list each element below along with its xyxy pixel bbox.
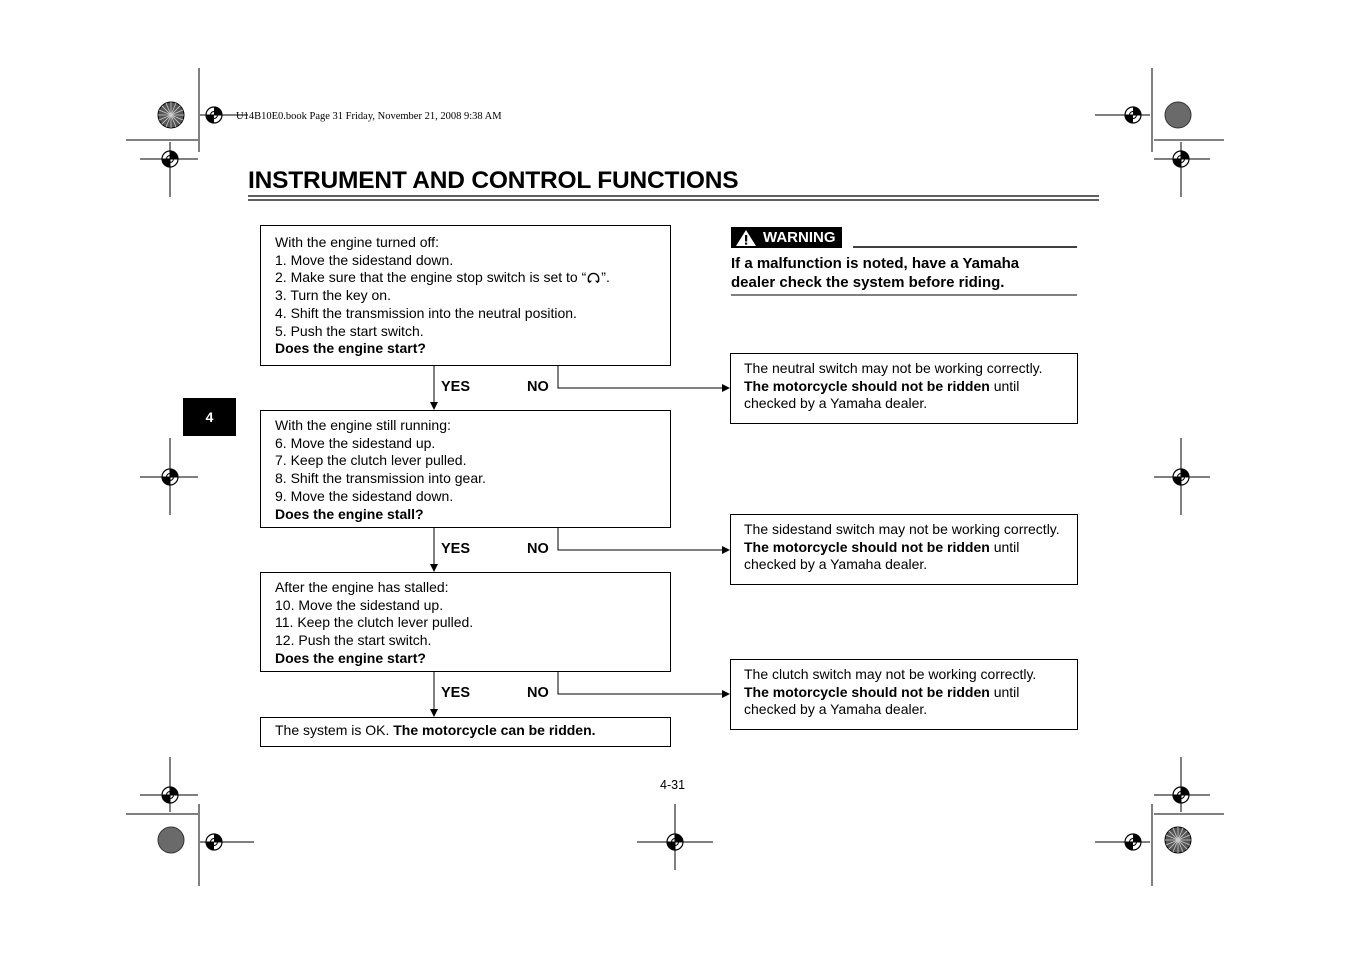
result-bold: The motorcycle should not be ridden: [744, 377, 990, 394]
result-line: checked by a Yamaha dealer.: [744, 701, 928, 718]
final-text: The system is OK.: [275, 722, 394, 738]
page-title: INSTRUMENT AND CONTROL FUNCTIONS: [248, 167, 739, 194]
step-question: Does the engine stall?: [275, 505, 424, 522]
warning-triangle-icon: [735, 229, 757, 247]
step-line: With the engine still running:: [275, 417, 451, 433]
step-line: 4. Shift the transmission into the neutral position.: [275, 304, 577, 321]
engine-run-icon: [586, 270, 601, 284]
no-label: NO: [527, 541, 549, 557]
result-clutch-switch: The clutch switch may not be working correctly. The motorcycle should not be ridden until checked by a Yamaha dealer.: [730, 659, 1078, 730]
result-bold: The motorcycle should not be ridden: [744, 683, 990, 700]
warning-line-1: If a malfunction is noted, have a Yamaha: [731, 255, 1020, 272]
step-line: 1. Move the sidestand down.: [275, 251, 454, 268]
result-neutral-switch: The neutral switch may not be working correctly. The motorcycle should not be ridden until checked by a Yamaha dealer.: [730, 353, 1078, 424]
no-label: NO: [527, 379, 549, 395]
step-line: 11. Keep the clutch lever pulled.: [275, 614, 474, 631]
flow-final: [260, 717, 671, 747]
no-label: NO: [527, 685, 549, 701]
final-bold: The motorcycle can be ridden.: [393, 722, 596, 738]
step-question: Does the engine start?: [275, 649, 426, 666]
flow-step-3: [260, 572, 671, 672]
step-line: With the engine turned off:: [275, 234, 439, 250]
step-line: 3. Turn the key on.: [275, 287, 391, 304]
result-line: checked by a Yamaha dealer.: [744, 395, 928, 412]
yes-label: YES: [441, 541, 471, 557]
result-line: The neutral switch may not be working correctly.: [744, 360, 1043, 376]
step-line: 7. Keep the clutch lever pulled.: [275, 452, 467, 469]
result-line: The sidestand switch may not be working correctly.: [744, 521, 1060, 537]
yes-label: YES: [441, 685, 471, 701]
step-line: 5. Push the start switch.: [275, 322, 424, 339]
book-info-line: U14B10E0.book Page 31 Friday, November 21, 2008 9:38 AM: [236, 111, 502, 122]
result-bold: The motorcycle should not be ridden: [744, 538, 990, 555]
page-number: 4-31: [660, 778, 686, 792]
step-line: 9. Move the sidestand down.: [275, 487, 454, 504]
yes-label: YES: [441, 379, 471, 395]
flow-step-2: [260, 410, 671, 528]
step-line: 6. Move the sidestand up.: [275, 434, 436, 451]
warning-badge: [731, 227, 842, 248]
result-line: checked by a Yamaha dealer.: [744, 556, 928, 573]
step-line: 12. Push the start switch.: [275, 632, 432, 649]
step-line: 10. Move the sidestand up.: [275, 596, 444, 613]
step-line: After the engine has stalled:: [275, 579, 449, 595]
warning-text: [731, 254, 1076, 292]
step-line-stop-switch: 2. Make sure that the engine stop switch is set to “ ”.: [275, 269, 610, 286]
step-line: 8. Shift the transmission into gear.: [275, 470, 486, 487]
result-line: The clutch switch may not be working correctly.: [744, 666, 1037, 682]
step-question: Does the engine start?: [275, 340, 426, 357]
flow-step-1: [260, 225, 671, 366]
result-sidestand-switch: The sidestand switch may not be working correctly. The motorcycle should not be ridden until checked by a Yamaha dealer.: [730, 514, 1078, 585]
chapter-tab: 4: [183, 398, 236, 436]
warning-label: WARNING: [763, 229, 836, 246]
warning-line-2: dealer check the system before riding.: [731, 274, 1005, 291]
